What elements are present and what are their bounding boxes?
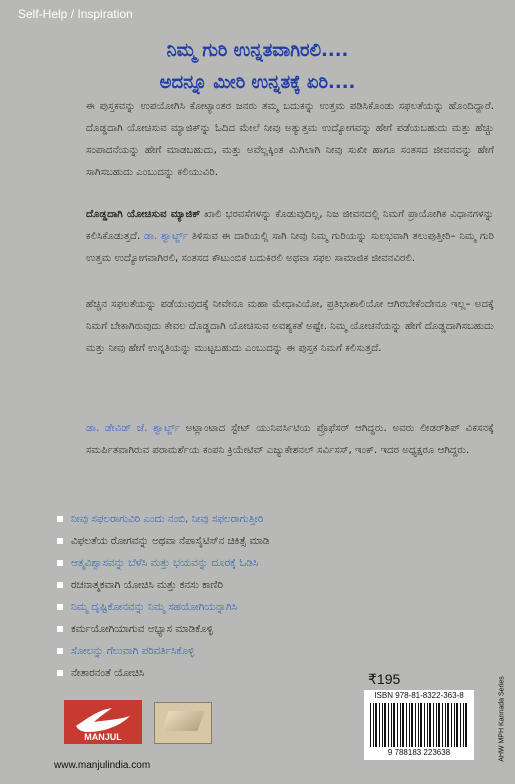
list-item: ರಚನಾತ್ಮಕವಾಗಿ ಯೋಚಿಸಿ ಮತ್ತು ಕನಸು ಕಾಣಿರಿ — [55, 574, 475, 596]
paragraph-2-text-b: ತಿಳಿಸುವ ಈ ದಾರಿಯಲ್ಲಿ ಸಾಗಿ ನೀವು ನಿಮ್ಮ ಗುರಿಯನ್ನು ಸುಲಭವಾಗಿ ತಲುಪುತ್ತೀರಿ– ನಿಮ್ಮ ಗುರಿ ಉತ್ತಮ ಉದ್ಯೋಗವಾಗಿರಲಿ, ಸಂತಸದ ಕೌಟುಂಬಿಕ ಬದುಕಿರಲಿ ಅಥವಾ ಸಫಲ ಸಾಮಾಜಿಕ ಜೀವನವಿರಲಿ. — [86, 231, 494, 264]
author-inline: ಡಾ. ಶ್ವಾರ್ಟ್ಜ್ — [143, 231, 188, 242]
description-paragraph-2 — [86, 204, 494, 270]
list-item: ನೀವು ಸಫಲರಾಗುವಿರಿ ಎಂದು ನಂಬಿ, ನೀವು ಸಫಲರಾಗುತ್ತೀರಿ — [55, 508, 475, 530]
website-url: www.manjulindia.com — [54, 760, 151, 771]
price-label: ₹195 — [368, 671, 401, 687]
publisher-sticker-icon — [154, 702, 212, 744]
headline-line-1: ನಿಮ್ಮ ಗುರಿ ಉನ್ನತವಾಗಿರಲಿ.... — [166, 40, 349, 61]
logo-wordmark: MANJUL — [84, 732, 122, 742]
author-bio-paragraph — [86, 418, 494, 462]
description-paragraph-3: ಹೆಚ್ಚಿನ ಸಫಲತೆಯನ್ನು ಪಡೆಯುವುದಕ್ಕೆ ನೀವೇನೂ ಮಹಾ ಮೇಧಾವಿಯೋ, ಪ್ರತಿಭಾಶಾಲಿಯೋ ಆಗಿರಬೇಕೆಂದೇನೂ ಇಲ್ಲ– ಅದಕ್ಕೆ ನಿಮಗೆ ಬೇಕಾಗಿರುವುದು ಕೇವಲ ದೊಡ್ಡದಾಗಿ ಯೋಚಿಸುವ ಅವಶ್ಯಕತೆ ಅಷ್ಟೇ. ನಿಮ್ಮ ಯೋಚನೆಯನ್ನು ಹೇಗೆ ದೊಡ್ಡದಾಗಿಸಬಹುದು ಮತ್ತು ನೀವು ಹೇಗೆ ಉನ್ನತಿಯನ್ನು ಮುಟ್ಟಬಹುದು ಎಂಬುದನ್ನು ಈ ಪುಸ್ತಕ ನಿಮಗೆ ಕಲಿಸುತ್ತದೆ. — [86, 299, 494, 354]
book-title-inline: ದೊಡ್ಡದಾಗಿ ಯೋಚಿಸುವ ಮ್ಯಾಜಿಕ್ — [86, 209, 201, 220]
description-paragraph-1: ಈ ಪುಸ್ತಕವನ್ನು ಉಪಯೋಗಿಸಿ ಕೋಟ್ಯಾಂತರ ಜನರು ತಮ್ಮ ಬದುಕನ್ನು ಉತ್ತಮ ಪಡಿಸಿಕೊಂಡು ಸಫಲತೆಯನ್ನು ಹೊಂದಿದ್ದಾರೆ. ದೊಡ್ಡದಾಗಿ ಯೋಚಿಸುವ ಮ್ಯಾಜಿಕ್‌ನ್ನು ಓದಿದ ಮೇಲೆ ನೀವು ಅತ್ಯುತ್ತಮ ಉದ್ಯೋಗವನ್ನು ಹೇಗೆ ಪಡೆಯಬಹುದು ಮತ್ತು ಹೆಚ್ಚು ಸಂಪಾದನೆಯನ್ನು ಹೇಗೆ ಮಾಡಬಹುದು, ಮತ್ತು ಅವೆಲ್ಲಕ್ಕಿಂತ ಮಿಗಿಲಾಗಿ ನೀವು ಸುಖೀ ಹಾಗೂ ಸಂತಸದ ಜೀವನವನ್ನು ಹೇಗೆ ಸಾಗಿಸಬಹುದು ಎಂಬುದನ್ನು ಕಲಿಯುವಿರಿ. — [86, 101, 494, 178]
list-item: ನಿಮ್ಮ ದೃಷ್ಟಿಕೋನವನ್ನು ನಿಮ್ಮ ಸಹಯೋಗಿಯನ್ನಾಗಿಸಿ — [55, 596, 475, 618]
list-item: ಸೋಲನ್ನು ಗೆಲುವಾಗಿ ಪರಿವರ್ತಿಸಿಕೊಳ್ಳಿ — [55, 640, 475, 662]
list-item: ಕರ್ಮಯೋಗಿಯಾಗುವ ಅಭ್ಯಾಸ ಮಾಡಿಕೊಳ್ಳಿ — [55, 618, 475, 640]
isbn-barcode-block — [364, 690, 474, 760]
manjul-logo — [64, 700, 142, 744]
barcode-icon — [370, 703, 468, 747]
paragraph-2-text-a: ಖಾಲಿ ಭರವಸೆಗಳನ್ನು ಕೊಡುವುದಿಲ್ಲ, ನಿಜ ಜೀವನದಲ್ಲಿ ನಿಮಗೆ ಪ್ರಾಯೋಗಿಕ ವಿಧಾನಗಳನ್ನು ಕಲಿಸಿಕೊಡುತ್ತದೆ. — [86, 209, 494, 242]
series-text: AHW MPH Kannada Series — [498, 676, 505, 762]
isbn-label: ISBN 978-81-8322-363-8 — [374, 691, 464, 700]
barcode-number: 9 788183 223638 — [387, 748, 451, 757]
author-bio-text: ಅಟ್ಲಾಂಟಾದ ಸ್ಟೇಟ್ ಯುನಿವರ್ಸಿಟಿಯ ಪ್ರೊಫೆಸರ್ ಆಗಿದ್ದರು. ಅವರು ಲೀಡರ್‌ಶಿಪ್ ವಿಕಸನಕ್ಕೆ ಸಮರ್ಪಿತವಾಗಿರುವ ಪರಾಮರ್ಶೆಯ ಕಂಪನಿ ಕ್ರಿಯೇಟಿವ್ ಎಜ್ಯುಕೇಶನಲ್ ಸರ್ವಿಸಸ್, ಇಂಕ್. ಇದರ ಅಧ್ಯಕ್ಷರೂ ಆಗಿದ್ದರು. — [86, 423, 494, 456]
list-item: ಆತ್ಮವಿಶ್ವಾಸವನ್ನು ಬೆಳೆಸಿ ಮತ್ತು ಭಯವನ್ನು ದೂರಕ್ಕೆ ಓಡಿಸಿ — [55, 552, 475, 574]
author-name: ಡಾ. ಡೇವಿಡ್ ಜೆ. ಶ್ವಾರ್ಟ್ಜ್ — [86, 423, 181, 434]
list-item: ವಿಫಲತೆಯ ರೋಗವನ್ನು ಅಥವಾ ನೆಪಾಸೈಟಿಸ್‌ನ ಚಿಕಿತ್ಸೆ ಮಾಡಿ — [55, 530, 475, 552]
series-label — [494, 664, 509, 774]
headline-line-2: ಅದನ್ನೂ ಮೀರಿ ಉನ್ನತಕ್ಕೆ ಏರಿ.... — [159, 72, 356, 93]
list-item: ನೇತಾರನಂತೆ ಯೋಚಿಸಿ — [55, 662, 475, 684]
category-label: Self-Help / Inspiration — [18, 7, 133, 21]
feature-bullet-list — [55, 508, 475, 684]
